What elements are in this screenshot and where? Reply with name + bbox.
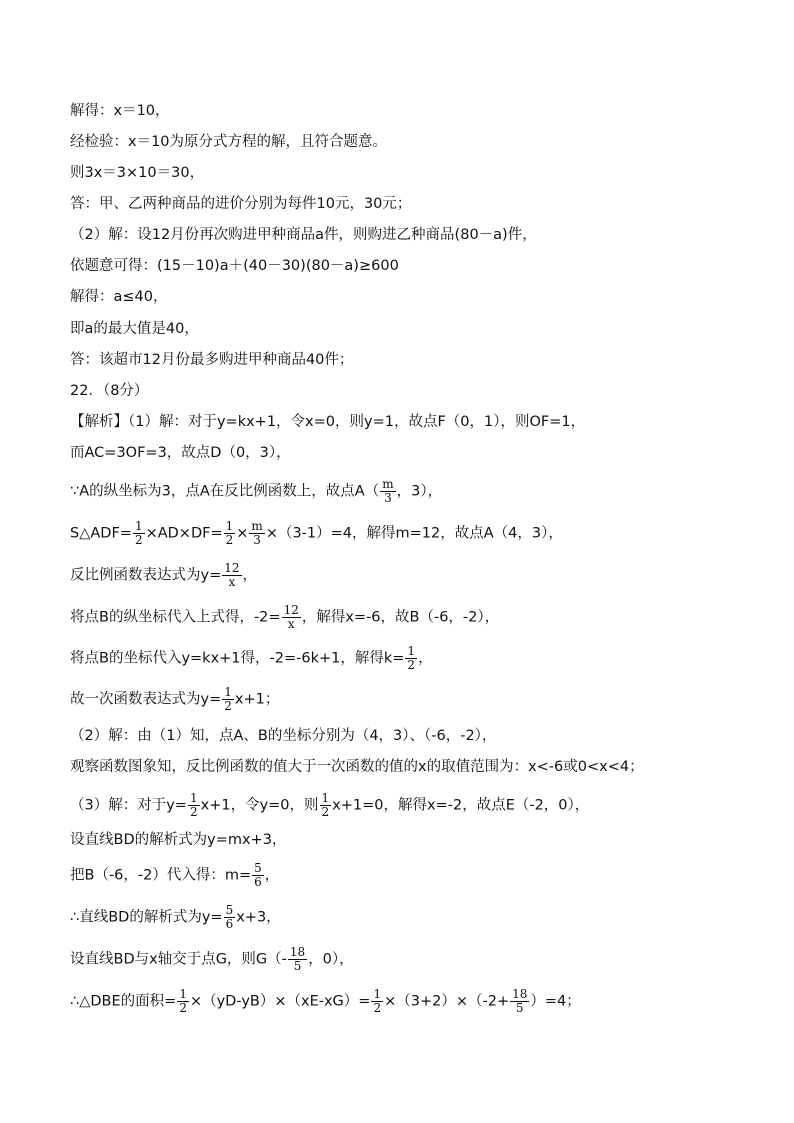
text-line-fraction <box>70 792 589 819</box>
numerator: m <box>251 519 263 533</box>
fraction <box>177 988 189 1015</box>
text-seg: 反比例函数表达式为y= <box>70 567 222 584</box>
text-seg: ×（3-1）=4，解得m=12，故点A（4，3）， <box>265 525 563 542</box>
text-seg: ）=4； <box>530 993 581 1010</box>
fraction <box>133 520 145 547</box>
fraction <box>288 946 307 973</box>
text-line: 即a的最大值是40， <box>70 321 199 337</box>
text-seg: x+3， <box>236 909 281 926</box>
text-seg: S△ADF= <box>70 525 132 542</box>
numerator: 1 <box>373 987 382 1001</box>
text-seg: ∴直线BD的解析式为y= <box>70 909 223 926</box>
text-line: 解得：a≤40， <box>70 289 168 305</box>
text-line-fraction <box>70 604 499 631</box>
denominator: 2 <box>134 533 143 547</box>
text-line-fraction <box>70 478 442 505</box>
text-seg: ∵A的纵坐标为3，点A在反比例函数上，故点A（ <box>70 483 380 500</box>
text-seg: ×AD×DF= <box>145 525 223 542</box>
numerator: 12 <box>283 603 299 617</box>
text-seg: （3）解：对于y= <box>70 797 187 814</box>
text-line: 则3x＝3×10＝30， <box>70 165 205 181</box>
text-line: 解得：x＝10， <box>70 103 170 119</box>
text-line-fraction <box>70 645 433 672</box>
numerator: 18 <box>289 945 306 959</box>
numerator: 5 <box>254 861 262 875</box>
fraction <box>510 988 529 1015</box>
text-line: 而AC=3OF=3，故点D（0，3）， <box>70 445 291 461</box>
text-line: （2）解：由（1）知，点A、B的坐标分别为（4，3）、（-6，-2）， <box>70 728 497 744</box>
numerator: 1 <box>189 791 198 805</box>
text-line-fraction <box>70 520 563 547</box>
text-line: 答：甲、乙两种商品的进价分别为每件10元，30元； <box>70 196 412 212</box>
fraction <box>224 520 236 547</box>
numerator: 18 <box>512 987 528 1001</box>
numerator: 12 <box>224 561 240 575</box>
fraction <box>380 478 395 505</box>
numerator: 1 <box>225 519 234 533</box>
denominator: 2 <box>225 533 234 547</box>
fraction <box>320 792 332 819</box>
numerator: 1 <box>224 685 232 699</box>
text-line: 设直线BD的解析式为y=mx+3， <box>70 832 287 848</box>
denominator: 2 <box>321 805 330 819</box>
text-line: 观察函数图象知，反比例函数的值大于一次函数的值的x的取值范围为：x<-6或0<x<4； <box>70 759 644 775</box>
denominator: 2 <box>373 1001 382 1015</box>
text-seg: x+1，令y=0，则 <box>200 797 319 814</box>
text-line-fraction <box>70 904 281 931</box>
text-seg: x+1=0，解得x=-2，故点E（-2，0）， <box>332 797 590 814</box>
text-line-fraction <box>70 686 279 713</box>
text-line: 【解析】（1）解：对于y=kx+1，令x=0，则y=1，故点F（0，1），则OF=1， <box>70 414 586 430</box>
fraction <box>252 862 264 889</box>
denominator: 2 <box>179 1001 187 1015</box>
text-seg: ×（yD-yB）×（xE-xG）= <box>189 993 371 1010</box>
text-line: 答：该超市12月份最多购进甲种商品40件； <box>70 352 354 368</box>
text-line: 经检验：x＝10为原分式方程的解，且符合题意。 <box>70 134 388 150</box>
denominator: 5 <box>288 959 307 973</box>
text-seg: ， <box>418 650 433 667</box>
fraction <box>371 988 383 1015</box>
fraction <box>188 792 200 819</box>
denominator: 5 <box>510 1001 529 1015</box>
text-line: （2）解：设12月份再次购进甲种商品a件，则购进乙种商品(80－a)件， <box>70 227 537 243</box>
denominator: 3 <box>249 533 264 547</box>
text-line-fraction <box>70 562 257 589</box>
text-seg: ，解得x=-6，故B（-6，-2）， <box>301 609 500 626</box>
numerator: 5 <box>225 903 234 917</box>
text-seg: 将点B的坐标代入y=kx+1得，-2=-6k+1，解得k= <box>70 650 405 667</box>
fraction <box>249 520 264 547</box>
text-seg: x+1； <box>234 691 280 708</box>
fraction <box>222 562 241 589</box>
text-line-fraction <box>70 988 581 1015</box>
numerator: 1 <box>321 791 330 805</box>
text-seg: ，0）， <box>308 951 354 968</box>
text-line: 依题意可得：(15－10)a＋(40－30)(80－a)≥600 <box>70 258 399 274</box>
text-seg: × <box>236 525 249 542</box>
denominator: 2 <box>189 805 198 819</box>
numerator: 1 <box>407 644 416 658</box>
numerator: 1 <box>134 519 143 533</box>
text-seg: ，3）， <box>396 483 443 500</box>
denominator: 2 <box>224 699 232 713</box>
numerator: m <box>382 477 394 491</box>
fraction <box>405 645 417 672</box>
fraction <box>224 904 236 931</box>
text-seg: 故一次函数表达式为y= <box>70 691 222 708</box>
numerator: 1 <box>179 987 187 1001</box>
text-seg: ∴△DBE的面积= <box>70 993 177 1010</box>
text-seg: 将点B的纵坐标代入上式得，-2= <box>70 609 281 626</box>
text-seg: 把B（-6，-2）代入得：m= <box>70 867 252 884</box>
section-heading: 22．（8分） <box>70 383 149 399</box>
text-seg: 设直线BD与x轴交于点G，则G（- <box>70 951 287 968</box>
denominator: x <box>282 617 301 631</box>
text-seg: ， <box>242 567 258 584</box>
text-seg: ， <box>264 867 280 884</box>
denominator: 2 <box>407 658 416 672</box>
denominator: x <box>222 575 241 589</box>
text-line-fraction <box>70 862 279 889</box>
denominator: 3 <box>380 491 395 505</box>
denominator: 6 <box>225 917 234 931</box>
denominator: 6 <box>254 875 262 889</box>
text-line-fraction <box>70 946 354 973</box>
fraction <box>222 686 234 713</box>
text-seg: ×（3+2）×（-2+ <box>384 993 510 1010</box>
fraction <box>282 604 301 631</box>
